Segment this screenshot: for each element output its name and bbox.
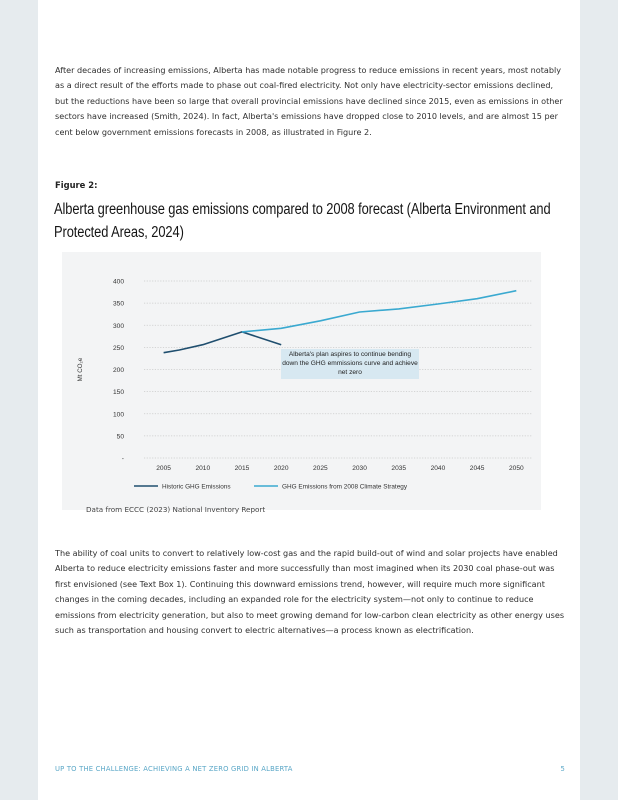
legend-label: Historic GHG Emissions bbox=[162, 483, 231, 491]
y-tick-label: 400 bbox=[112, 278, 124, 286]
x-tick-label: 2035 bbox=[391, 465, 407, 472]
series-line-historic bbox=[164, 332, 282, 353]
x-tick-label: 2025 bbox=[313, 465, 328, 472]
y-tick-label: 350 bbox=[112, 300, 124, 308]
series-line-forecast bbox=[242, 291, 516, 332]
body-paragraph-2: The ability of coal units to convert to relatively low-cost gas and the rapid build-out of wind and solar projects have enabled Alberta to reduce electricity emissions faster and more successfully than most imagined when its 2030 coal phase-out was first envisioned (see Text Box 1). Continuing this downward emissions trend, however, will require much more significant changes in the coming decades, including an expanded role for the electricity system—not only to continue to reduce emissions from electricity generation, but also to meet growing demand for low-carbon clean electricity as other energy uses such as transportation and housing convert to electric alternatives—a process known as electrification. bbox=[55, 548, 565, 636]
footer-title: UP TO THE CHALLENGE: ACHIEVING A NET ZERO GRID IN ALBERTA bbox=[55, 765, 293, 773]
y-tick-label: 250 bbox=[112, 344, 124, 352]
x-tick-label: 2005 bbox=[156, 465, 171, 472]
y-tick-label: 200 bbox=[112, 367, 124, 374]
chart-annotation: Alberta's plan aspires to continue bending down the GHG emmissions curve and achieve net zero bbox=[281, 349, 419, 379]
y-axis-label: Mt CO₂e bbox=[77, 357, 84, 382]
legend-label: GHG Emissions from 2008 Climate Strategy bbox=[282, 483, 408, 491]
emissions-chart bbox=[62, 252, 541, 510]
y-tick-label: 100 bbox=[112, 411, 124, 419]
chart-canvas bbox=[62, 252, 541, 510]
x-tick-label: 2030 bbox=[352, 465, 367, 472]
x-tick-label: 2020 bbox=[273, 465, 289, 472]
x-tick-label: 2010 bbox=[195, 465, 211, 472]
y-tick-label: - bbox=[121, 455, 124, 463]
y-tick-label: 300 bbox=[112, 322, 124, 330]
page-number: 5 bbox=[560, 765, 565, 773]
document-page bbox=[38, 0, 580, 800]
figure-source: Data from ECCC (2023) National Inventory Report bbox=[86, 505, 266, 514]
x-tick-label: 2040 bbox=[430, 465, 446, 472]
y-tick-label: 50 bbox=[116, 433, 124, 441]
y-tick-label: 150 bbox=[112, 389, 124, 397]
x-tick-label: 2050 bbox=[508, 465, 524, 472]
figure-label: Figure 2: bbox=[55, 180, 98, 190]
page-footer bbox=[55, 765, 565, 773]
x-tick-label: 2015 bbox=[234, 465, 250, 472]
body-paragraph-1: After decades of increasing emissions, Alberta has made notable progress to reduce emissions in recent years, most notably as a direct result of the efforts made to phase out coal-fired electricity. Not only have electricity-sector emissions declined, but the reductions have been so large that overall provincial emissions have declined since 2015, even as emissions in other sectors have increased (Smith, 2024). In fact, Alberta's emissions have dropped close to 2010 levels, and are almost 15 per cent below government emissions forecasts in 2008, as illustrated in Figure 2. bbox=[55, 65, 563, 137]
x-tick-label: 2045 bbox=[469, 465, 485, 472]
figure-title: Alberta greenhouse gas emissions compared to 2008 forecast (Alberta Environment and Protected Areas, 2024) bbox=[54, 201, 551, 241]
